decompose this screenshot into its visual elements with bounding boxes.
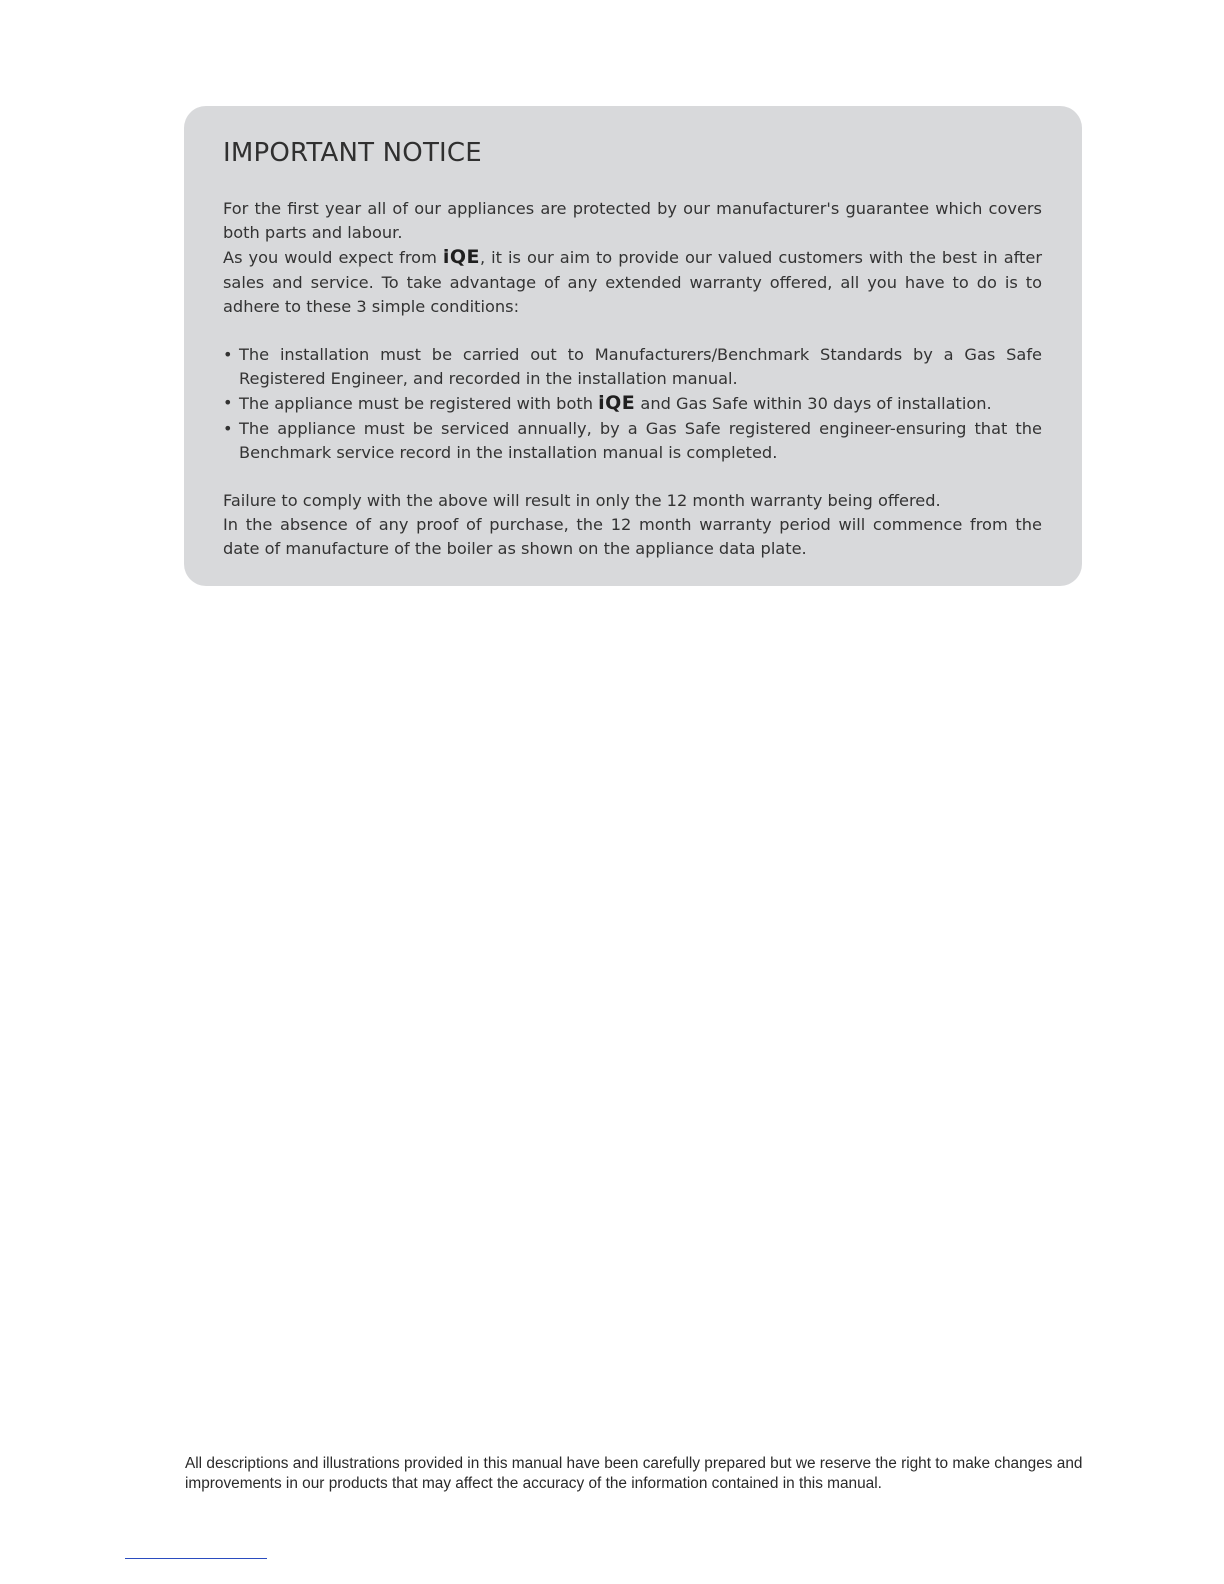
condition-text: The appliance must be serviced annually, by a Gas Safe registered engineer-ensuring that the Benchmark service record in the installation manual is completed.	[239, 418, 1042, 462]
condition-item	[223, 343, 1042, 391]
footer-rule	[125, 1558, 267, 1559]
brand-logo: iQE	[598, 392, 636, 415]
condition-item	[223, 417, 1042, 465]
condition-text-before-brand: The appliance must be registered with both	[239, 394, 599, 414]
condition-text-after-brand: and Gas Safe within 30 days of installation.	[635, 394, 992, 414]
intro-paragraph-1: For the first year all of our appliances are protected by our manufacturer's guarantee which covers both parts and labour.	[223, 199, 1042, 243]
notice-title: IMPORTANT NOTICE	[223, 138, 482, 168]
important-notice-box	[184, 106, 1082, 586]
footer-disclaimer: All descriptions and illustrations provided in this manual have been carefully prepared but we reserve the right to make changes and improvements in our products that may affect the accuracy of the information contained in this manual.	[185, 1455, 1083, 1492]
closing-paragraph-1: Failure to comply with the above will result in only the 12 month warranty being offered.	[223, 491, 941, 511]
condition-item	[223, 391, 1042, 416]
bullet-icon: •	[223, 393, 233, 413]
bullet-icon: •	[223, 418, 233, 438]
bullet-icon: •	[223, 345, 233, 365]
intro-paragraph-2	[223, 245, 1042, 319]
intro-text-before-brand: As you would expect from	[223, 248, 443, 268]
closing-paragraph-2: In the absence of any proof of purchase, the 12 month warranty period will commence from the date of manufacture of the boiler as shown on the appliance data plate.	[223, 515, 1042, 559]
intro-text-after-brand: , it is our aim to provide our valued customers with the best in after sales and service. To take advantage of any extended warranty offered, all you have to do is to adhere to these 3 simple conditions:	[223, 248, 1042, 316]
brand-logo: iQE	[442, 246, 481, 269]
conditions-list	[223, 343, 1042, 465]
condition-text: The installation must be carried out to Manufacturers/Benchmark Standards by a Gas Safe Registered Engineer, and recorded in the installation manual.	[239, 345, 1042, 389]
spacer	[223, 319, 1042, 343]
spacer	[223, 465, 1042, 489]
